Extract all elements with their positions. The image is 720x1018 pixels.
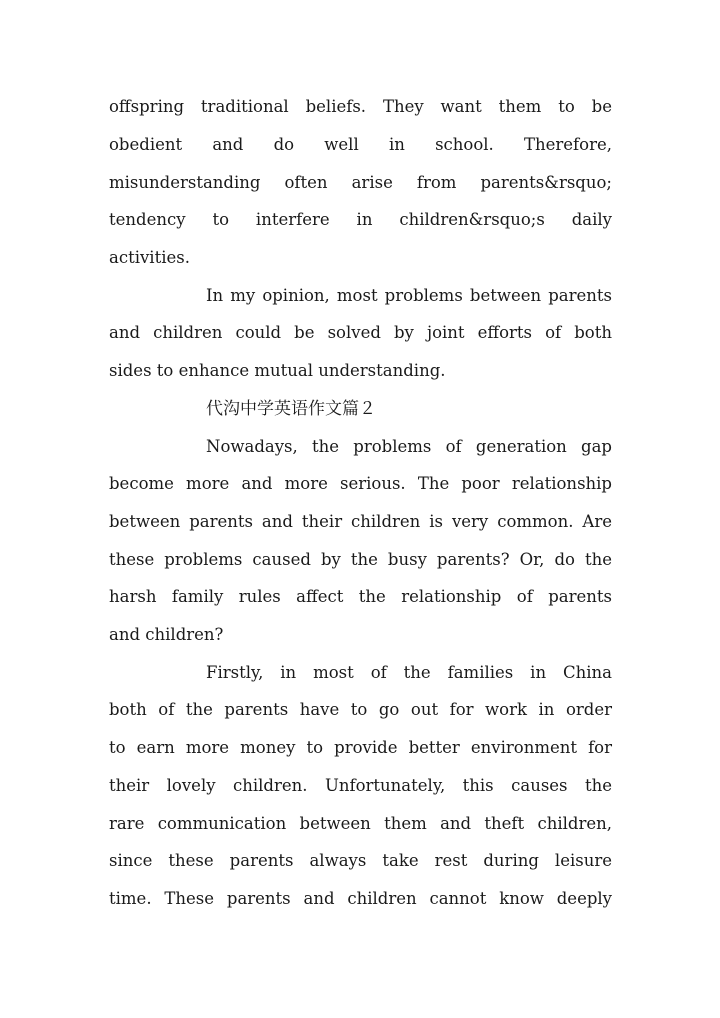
- text-line: their lovely children. Unfortunately, this causes the: [109, 776, 612, 795]
- text-line: to earn more money to provide better environment for: [109, 738, 612, 757]
- text-line: and children could be solved by joint efforts of both: [109, 323, 612, 342]
- text-line: obedient and do well in school. Therefore,: [109, 135, 612, 154]
- text-line: time. These parents and children cannot know deeply: [109, 889, 612, 908]
- text-line: tendency to interfere in children&rsquo;s daily: [109, 210, 612, 229]
- text-line: rare communication between them and theft children,: [109, 814, 612, 833]
- section-heading: 代沟中学英语作文篇２: [206, 399, 376, 419]
- text-line: and children?: [109, 625, 224, 644]
- text-line: Firstly, in most of the families in China: [206, 663, 612, 682]
- text-line: since these parents always take rest during leisure: [109, 851, 612, 870]
- text-line: become more and more serious. The poor relationship: [109, 474, 612, 493]
- text-line: both of the parents have to go out for work in order: [109, 700, 612, 719]
- text-line: sides to enhance mutual understanding.: [109, 361, 446, 380]
- text-line: Nowadays, the problems of generation gap: [206, 437, 612, 456]
- text-line: harsh family rules affect the relationship of parents: [109, 587, 612, 606]
- text-line: misunderstanding often arise from parents&rsquo;: [109, 173, 612, 192]
- text-line: between parents and their children is very common. Are: [109, 512, 612, 531]
- text-line: In my opinion, most problems between parents: [206, 286, 612, 305]
- text-line: offspring traditional beliefs. They want them to be: [109, 97, 612, 116]
- text-line: activities.: [109, 248, 190, 267]
- text-line: these problems caused by the busy parents? Or, do the: [109, 550, 612, 569]
